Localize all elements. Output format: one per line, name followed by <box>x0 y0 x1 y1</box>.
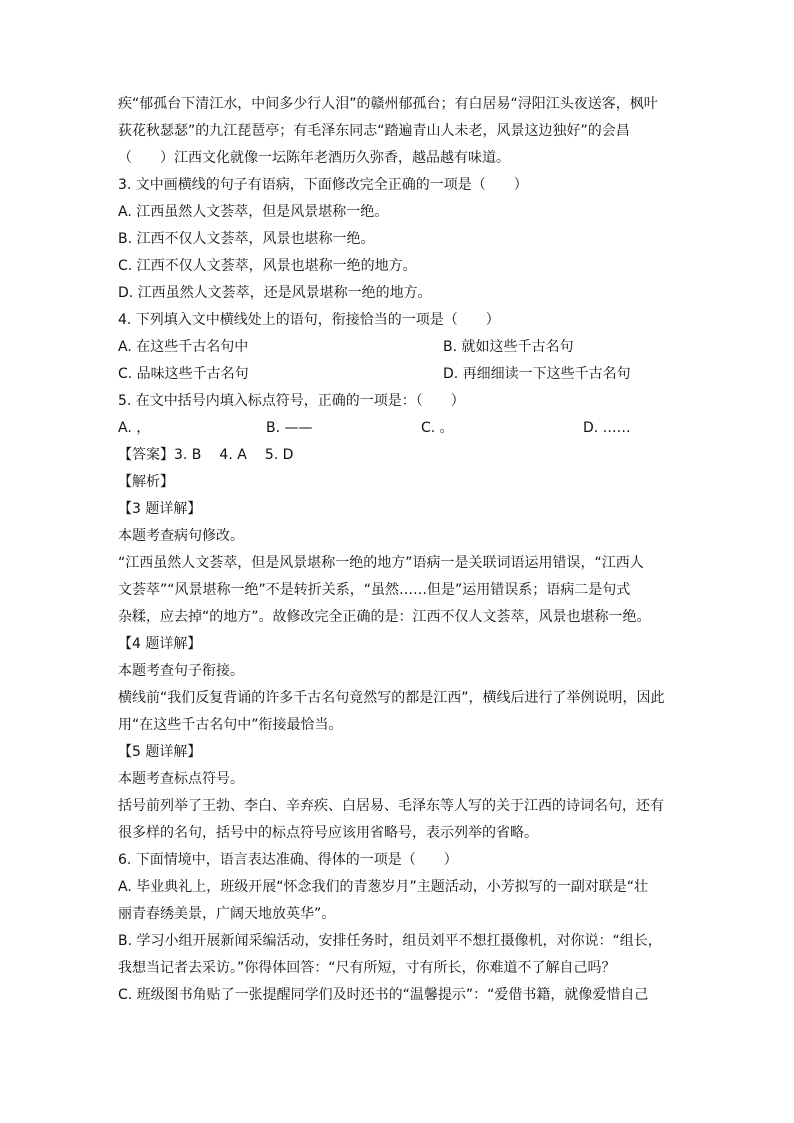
question-4-options-row <box>118 334 683 361</box>
detail-5-line: 括号前列举了王勃、李白、辛弃疾、白居易、毛泽东等人写的关于江西的诗词名句，还有 <box>118 798 664 814</box>
question-3-option-d: D. 江西虽然人文荟萃，还是风景堪称一绝的地方。 <box>118 285 432 301</box>
question-5-option-a: A. ， <box>118 420 151 436</box>
answer-item: 5. D <box>264 447 294 463</box>
detail-4-header: 【4 题详解】 <box>118 636 202 652</box>
question-5-options-row <box>118 415 683 442</box>
answer-item: 4. A <box>219 447 247 463</box>
detail-4-line: 横线前“我们反复背诵的许多千古名句竟然写的都是江西”，横线后进行了举例说明，因此 <box>118 690 665 706</box>
answer-line <box>118 442 683 469</box>
question-6-line: A. 毕业典礼上，班级开展“怀念我们的青葱岁月”主题活动，小芳拟写的一副对联是“壮 <box>118 879 648 895</box>
detail-4-line: 用“在这些千古名句中”衔接最恰当。 <box>118 717 343 733</box>
detail-5-line: 很多样的名句，括号中的标点符号应该用省略号，表示列举的省略。 <box>118 825 538 841</box>
question-6-stem: 6. 下面情境中，语言表达准确、得体的一项是（ ） <box>118 852 458 868</box>
question-4-option-a: A. 在这些千古名句中 <box>118 339 249 355</box>
question-4-options-row <box>118 361 683 388</box>
passage-line: 疾“郁孤台下清江水，中间多少行人泪”的赣州郁孤台；有白居易“浔阳江头夜送客，枫叶 <box>118 96 658 112</box>
question-4-option-d: D. 再细细读一下这些千古名句 <box>443 366 631 382</box>
question-5-option-d: D. …… <box>583 420 631 436</box>
detail-3-line: 杂糅，应去掉“的地方”。故修改完全正确的是：江西不仅人文荟萃，风景也堪称一绝。 <box>118 609 651 625</box>
detail-3-line: 本题考查病句修改。 <box>118 528 244 544</box>
detail-5-header: 【5 题详解】 <box>118 744 202 760</box>
question-3-option-b: B. 江西不仅人文荟萃，风景也堪称一绝。 <box>118 231 375 247</box>
question-6-line: B. 学习小组开展新闻采编活动，安排任务时，组员刘平不想扛摄像机，对你说：“组长， <box>118 933 662 949</box>
question-4-option-c: C. 品味这些千古名句 <box>118 366 249 382</box>
question-4-option-b: B. 就如这些千古名句 <box>443 339 574 355</box>
question-5-option-c: C. 。 <box>421 420 454 436</box>
detail-3-header: 【3 题详解】 <box>118 501 202 517</box>
detail-4-line: 本题考查句子衔接。 <box>118 663 244 679</box>
passage-line: （ ）江西文化就像一坛陈年老酒历久弥香，越品越有味道。 <box>118 150 510 166</box>
passage-line: 荻花秋瑟瑟”的九江琵琶亭；有毛泽东同志“踏遍青山人未老，风景这边独好”的会昌 <box>118 123 630 139</box>
question-4-stem: 4. 下列填入文中横线处上的语句，衔接恰当的一项是（ ） <box>118 312 500 328</box>
question-3-option-a: A. 江西虽然人文荟萃，但是风景堪称一绝。 <box>118 204 389 220</box>
question-6-line: C. 班级图书角贴了一张提醒同学们及时还书的“温馨提示”：“爱借书籍，就像爱惜自己 <box>118 987 649 1003</box>
question-5-option-b: B. —— <box>266 420 313 436</box>
detail-3-line: 文荟萃”“风景堪称一绝”不是转折关系，“虽然……但是”运用错误系；语病二是句式 <box>118 582 631 598</box>
question-6-line: 丽青春绣美景，广阔天地放英华”。 <box>118 906 336 922</box>
analysis-label: 【解析】 <box>118 474 174 490</box>
detail-3-line: “江西虽然人文荟萃，但是风景堪称一绝的地方”语病一是关联词语运用错误，“江西人 <box>118 555 644 571</box>
question-5-stem: 5. 在文中括号内填入标点符号，正确的一项是：（ ） <box>118 393 465 409</box>
question-3-stem: 3. 文中画横线的句子有语病，下面修改完全正确的一项是（ ） <box>118 177 528 193</box>
document-content <box>118 91 683 1009</box>
question-3-option-c: C. 江西不仅人文荟萃，风景也堪称一绝的地方。 <box>118 258 417 274</box>
detail-5-line: 本题考查标点符号。 <box>118 771 244 787</box>
answer-label: 【答案】 <box>118 447 174 463</box>
answer-item: 3. B <box>174 447 202 463</box>
question-6-line: 我想当记者去采访。”你得体回答：“尺有所短，寸有所长，你难道不了解自己吗？ <box>118 960 616 976</box>
